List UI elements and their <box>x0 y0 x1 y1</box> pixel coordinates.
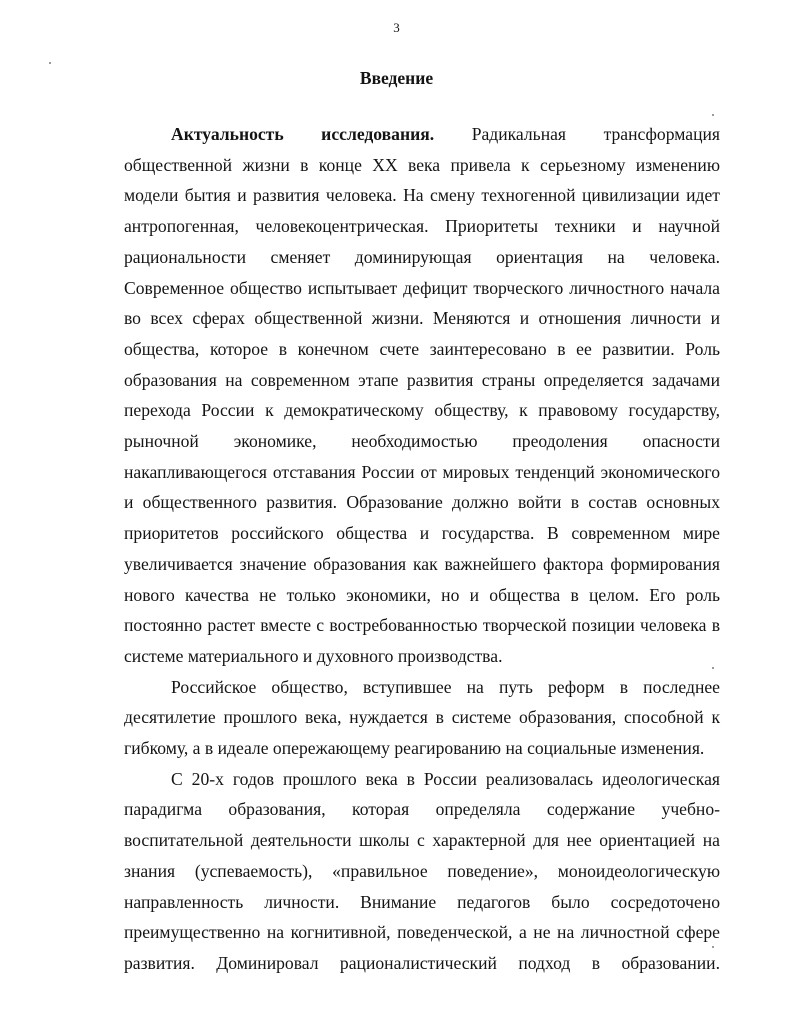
scan-speck <box>712 946 714 948</box>
paragraph-text: Российское общество, вступившее на путь реформ в последнее десятилетие прошлого века, нуждается в системе образования, способной к гибкому, а в идеале опережающему реагированию на социальные изменения. <box>124 676 720 759</box>
paragraph-lead: Актуальность исследования. <box>171 124 435 144</box>
paragraph-text: Радикальная трансформация общественной жизни в конце XX века привела к серьезному изменению модели бытия и развития человека. На смену техногенной цивилизации идет антропогенная, человекоцентрическая. Приоритеты техники и научной рациональности сменяет доминирующая ориентация на человека. Современное общество испытывает дефицит творческого личностного начала во всех сферах общественной жизни. Меняются и отношения личности и общества, которое в конечном счете заинтересовано в ее развитии. Роль образования на современном этапе развития страны определяется задачами перехода России к демократическому обществу, к правовому государству, рыночной экономике, необходимостью преодоления опасности накапливающегося отставания России от мировых тенденций экономического и общественного развития. Образование должно войти в состав основных приоритетов российского общества и государства. В современном мире увеличивается значение образования как важнейшего фактора формирования нового качества не только экономики, но и общества в целом. Его роль постоянно растет вместе с востребованностью творческой позиции человека в системе материального и духовного производства. <box>124 124 720 666</box>
scan-speck <box>49 62 51 64</box>
scan-speck <box>712 667 714 669</box>
paragraph-relevance <box>124 119 720 672</box>
paragraph-text: С 20-х годов прошлого века в России реализовалась идеологическая парадигма образования, которая определяла содержание учебно-воспитательной деятельности школы с характерной для нее ориентацией на знания (успеваемость), «правильное поведение», моноидеологическую направленность личности. Внимание педагогов было сосредоточено преимущественно на когнитивной, поведенческой, а не на личностной сфере развития. Доминировал рационалистический подход в образовании. <box>124 768 720 973</box>
paragraph-society <box>124 672 720 764</box>
scan-speck <box>712 114 714 116</box>
paragraph-paradigm <box>124 764 720 979</box>
page-number: 3 <box>393 20 400 35</box>
section-title: Введение <box>359 68 434 88</box>
body-text <box>124 119 720 979</box>
